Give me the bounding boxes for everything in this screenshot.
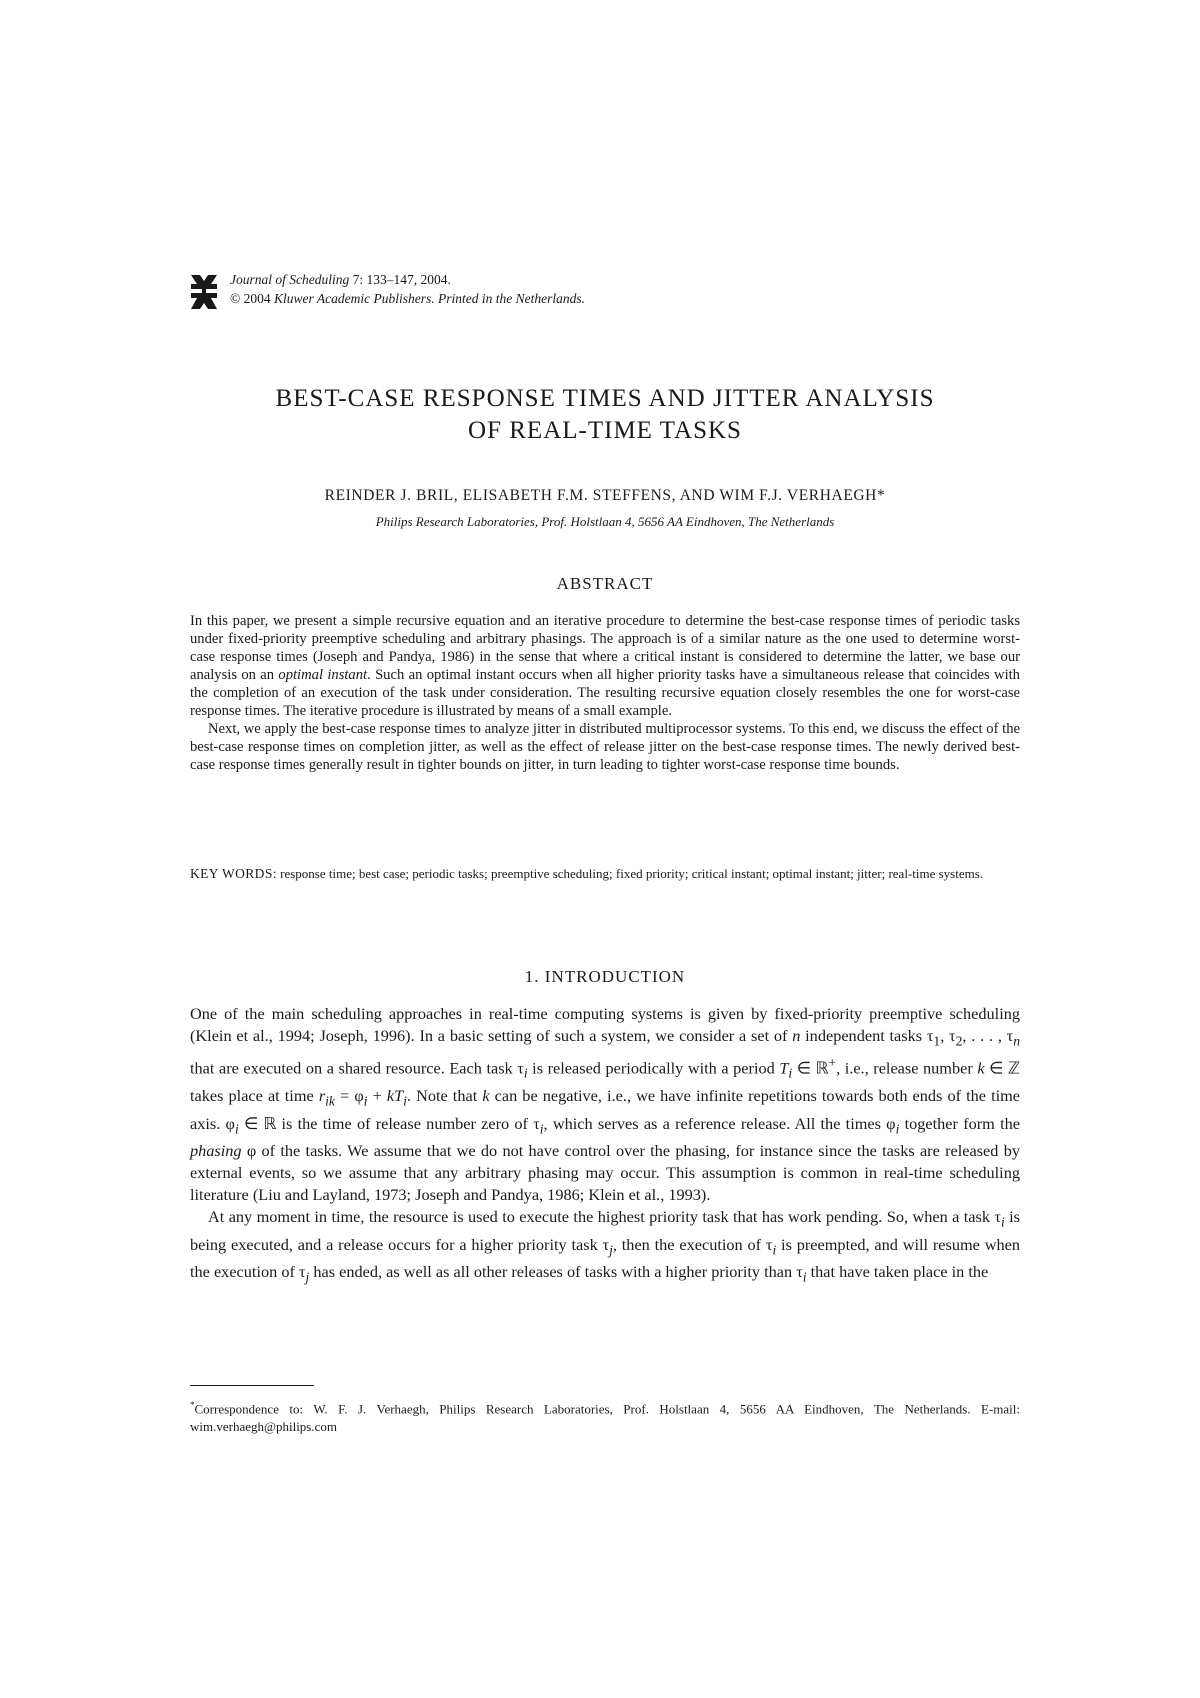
footnote-rule: [190, 1385, 314, 1386]
title-line-2: OF REAL-TIME TASKS: [468, 417, 742, 444]
footnote-mark: *: [190, 1400, 195, 1410]
abstract-paragraph-2: Next, we apply the best-case response times to analyze jitter in distributed multiprocessor systems. To this end, we discuss the effect of the best-case response times on completion jitter, as well as the effect of release jitter on the best-case response times. The newly derived best-case response times generally result in tighter bounds on jitter, in turn leading to tighter worst-case response time bounds.: [190, 721, 1020, 773]
publisher-logo-icon: [190, 272, 218, 312]
keywords-label: KEY WORDS:: [190, 866, 277, 881]
journal-volume-pages: 7: 133–147, 2004.: [349, 272, 451, 287]
footnote: [190, 1396, 1020, 1436]
publisher-line: Kluwer Academic Publishers. Printed in the Netherlands.: [274, 291, 585, 306]
introduction-body: [190, 1003, 1020, 1288]
journal-citation: [230, 270, 830, 289]
paper-affiliation: Philips Research Laboratories, Prof. Holstlaan 4, 5656 AA Eindhoven, The Netherlands: [375, 514, 835, 529]
journal-copyright: [230, 289, 830, 308]
emphasis-phasing: phasing: [190, 1140, 242, 1160]
journal-citation-block: [230, 270, 830, 308]
journal-name: Journal of Scheduling: [230, 272, 350, 287]
keywords: [190, 865, 1020, 883]
copyright-symbol: © 2004: [230, 291, 275, 306]
section-heading-introduction: 1. INTRODUCTION: [524, 967, 686, 986]
abstract-heading: ABSTRACT: [556, 574, 654, 593]
intro-paragraph-1: One of the main scheduling approaches in real-time computing systems is given by fixed-priority preemptive scheduling (Klein et al., 1994; Joseph, 1996). In a basic setting of such a system, we consider a set of n independent tasks $\tau_1$, $\tau_2$, . . . , $\tau_n$ that are executed on a shared resource. Each task $\tau_i$ is released periodically with a period $T_i$ ∈ ℝ+, i.e., release number k ∈ ℤ takes place at time $r_{ik} = \varphi_i + kT_i$. Note that k can be negative, i.e., we have infinite repetitions towards both ends of the time axis. $\varphi_i$ ∈ ℝ is the time of release number zero of $\tau_i$, which serves as a reference release. All the times $\varphi_i$ together form the phasing φ of the tasks. We assume that we do not have control over the phasing, for instance since the tasks are released by external events, so we assume that any arbitrary phasing may occur. This assumption is common in real-time scheduling literature (Liu and Layland, 1973; Joseph and Pandya, 1986; Klein et al., 1993).: [190, 1004, 1021, 1205]
abstract-body: [190, 612, 1020, 774]
footnote-text: Correspondence to: W. F. J. Verhaegh, Philips Research Laboratories, Prof. Holstlaan 4, 5656 AA Eindhoven, The Netherlands. E-mail: wim.verhaegh@philips.com: [190, 1401, 1020, 1435]
emphasis-optimal-instant: optimal instant: [278, 667, 368, 683]
paper-authors: REINDER J. BRIL, ELISABETH F.M. STEFFENS, AND WIM F.J. VERHAEGH*: [324, 487, 886, 504]
paper-title: [190, 383, 1020, 447]
keywords-list: response time; best case; periodic tasks; preemptive scheduling; fixed priority; critical instant; optimal instant; jitter; real-time systems.: [276, 866, 984, 881]
title-line-1: BEST-CASE RESPONSE TIMES AND JITTER ANALYSIS: [275, 385, 935, 412]
abstract-paragraph-1: In this paper, we present a simple recursive equation and an iterative procedure to determine the best-case response times of periodic tasks under fixed-priority preemptive scheduling and arbitrary phasings. The approach is of a similar nature as the one used to determine worst-case response times (Joseph and Pandya, 1986) in the sense that where a critical instant is considered to determine the latter, we base our analysis on an optimal instant. Such an optimal instant occurs when all higher priority tasks have a simultaneous release that coincides with the completion of an execution of the task under consideration. The resulting recursive equation closely resembles the one for worst-case response times. The iterative procedure is illustrated by means of a small example.: [190, 613, 1020, 719]
intro-paragraph-2: At any moment in time, the resource is used to execute the highest priority task that has work pending. So, when a task $\tau_i$ is being executed, and a release occurs for a higher priority task $\tau_j$, then the execution of $\tau_i$ is preempted, and will resume when the execution of $\tau_j$ has ended, as well as all other releases of tasks with a higher priority than $\tau_i$ that have taken place in the: [190, 1207, 1020, 1285]
